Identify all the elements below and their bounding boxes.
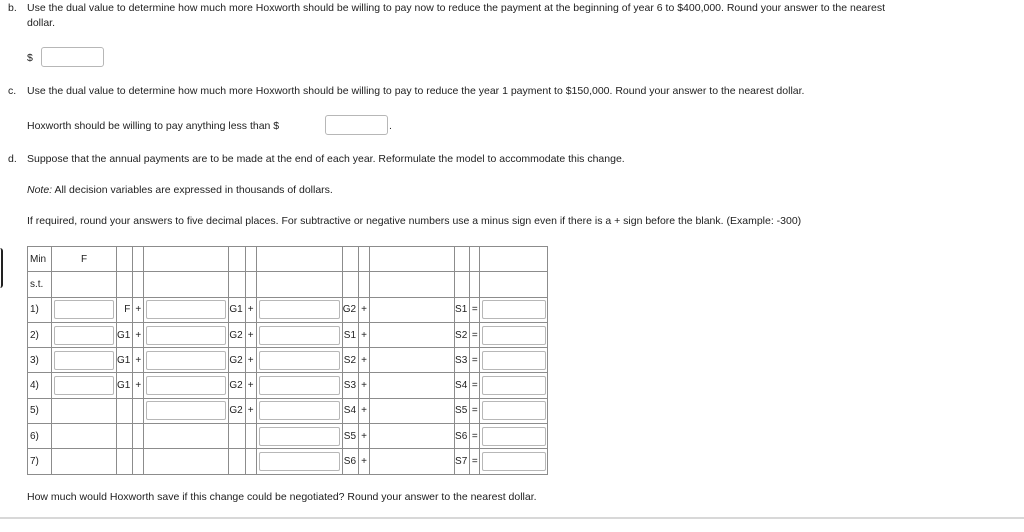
coef-3-input[interactable]	[259, 376, 340, 395]
part-b-question: Use the dual value to determine how much more Hoxworth should be willing to pay now to reduce the payment at the beginning of year 6 to $400,000. Round your answer to the nearest	[27, 2, 886, 14]
part-c-letter: c.	[8, 85, 17, 97]
rhs-input[interactable]	[482, 401, 546, 420]
coef-3-input[interactable]	[259, 326, 340, 345]
plus-1: +	[133, 373, 144, 398]
var-3: S4	[342, 398, 358, 423]
var-2: G1	[229, 297, 245, 322]
constraint-row	[28, 398, 548, 423]
rhs-input[interactable]	[482, 300, 546, 319]
coef-3-input[interactable]	[259, 300, 340, 319]
coef-2-input[interactable]	[146, 376, 226, 395]
var-1	[117, 449, 133, 474]
equals-sign: =	[470, 398, 480, 423]
rhs-cell[interactable]	[480, 424, 548, 449]
var-3: S1	[342, 322, 358, 347]
coef-1-input[interactable]	[54, 300, 115, 319]
var-3: S5	[342, 424, 358, 449]
coef-3-cell[interactable]	[256, 348, 342, 373]
var-1: F	[117, 297, 133, 322]
var-4: S6	[455, 424, 470, 449]
plus-3: +	[359, 322, 370, 347]
plus-1	[133, 449, 144, 474]
coef-2-input[interactable]	[146, 351, 226, 370]
coef-3-cell[interactable]	[256, 424, 342, 449]
rhs-input[interactable]	[482, 326, 546, 345]
min-label: Min	[28, 247, 52, 272]
constraint-label: 6)	[28, 424, 52, 449]
rhs-cell[interactable]	[480, 348, 548, 373]
equals-sign: =	[470, 373, 480, 398]
plus-2: +	[245, 398, 256, 423]
plus-3: +	[359, 398, 370, 423]
coef-3-input[interactable]	[259, 401, 340, 420]
var-1	[117, 398, 133, 423]
coef-2-cell[interactable]	[144, 348, 229, 373]
note-label: Note:	[27, 184, 53, 196]
coef-2-cell[interactable]	[144, 322, 229, 347]
plus-1: +	[133, 297, 144, 322]
bottom-divider	[0, 517, 1024, 519]
coef-1-cell	[52, 449, 117, 474]
plus-2: +	[245, 297, 256, 322]
coef-3-cell[interactable]	[256, 297, 342, 322]
plus-3: +	[359, 449, 370, 474]
coef-2-cell[interactable]	[144, 398, 229, 423]
var-2	[229, 424, 245, 449]
var-1: G1	[117, 373, 133, 398]
var-4: S1	[455, 297, 470, 322]
st-label: s.t.	[28, 272, 52, 297]
plus-3: +	[359, 297, 370, 322]
coef-2-input[interactable]	[146, 300, 226, 319]
coef-1-cell	[52, 398, 117, 423]
plus-3: +	[359, 373, 370, 398]
coef-4-cell	[370, 449, 455, 474]
plus-1: +	[133, 348, 144, 373]
coef-3-cell[interactable]	[256, 398, 342, 423]
objective-row	[28, 247, 548, 272]
part-b-letter: b.	[8, 2, 17, 14]
rhs-input[interactable]	[482, 351, 546, 370]
plus-1	[133, 424, 144, 449]
note-text: All decision variables are expressed in thousands of dollars.	[52, 184, 333, 196]
coef-4-cell	[370, 424, 455, 449]
var-2: G2	[229, 398, 245, 423]
objective-var: F	[52, 247, 117, 272]
plus-2: +	[245, 322, 256, 347]
plus-1	[133, 398, 144, 423]
equals-sign: =	[470, 449, 480, 474]
coef-4-cell	[370, 398, 455, 423]
part-c-question: Use the dual value to determine how much more Hoxworth should be willing to pay to reduce the year 1 payment to $150,000. Round your answer to the nearest dollar.	[27, 85, 805, 97]
part-c-answer-prefix: Hoxworth should be willing to pay anything less than $	[27, 120, 280, 132]
coef-4-cell	[370, 348, 455, 373]
equals-sign: =	[470, 348, 480, 373]
coef-1-input[interactable]	[54, 326, 115, 345]
var-3: S2	[342, 348, 358, 373]
coef-1-cell[interactable]	[52, 348, 117, 373]
var-3: S6	[342, 449, 358, 474]
currency-symbol: $	[27, 52, 33, 64]
plus-2	[245, 424, 256, 449]
coef-4-cell	[370, 322, 455, 347]
coef-2-cell	[144, 424, 229, 449]
coef-1-cell	[52, 424, 117, 449]
plus-2: +	[245, 373, 256, 398]
constraint-row	[28, 424, 548, 449]
coef-1-cell[interactable]	[52, 373, 117, 398]
coef-3-cell[interactable]	[256, 322, 342, 347]
rhs-input[interactable]	[482, 376, 546, 395]
constraint-label: 2)	[28, 322, 52, 347]
constraint-label: 4)	[28, 373, 52, 398]
coef-4-cell	[370, 373, 455, 398]
equals-sign: =	[470, 322, 480, 347]
plus-1: +	[133, 322, 144, 347]
constraint-row	[28, 373, 548, 398]
var-1: G1	[117, 348, 133, 373]
var-1	[117, 424, 133, 449]
coef-2-cell[interactable]	[144, 373, 229, 398]
plus-3: +	[359, 424, 370, 449]
var-1: G1	[117, 322, 133, 347]
part-d-letter: d.	[8, 153, 17, 165]
part-d-question: Suppose that the annual payments are to be made at the end of each year. Reformulate the model to accommodate this change.	[27, 153, 625, 165]
var-4: S2	[455, 322, 470, 347]
var-2	[229, 449, 245, 474]
constraint-label: 5)	[28, 398, 52, 423]
equals-sign: =	[470, 424, 480, 449]
coef-2-input[interactable]	[146, 401, 226, 420]
constraint-row	[28, 297, 548, 322]
var-2: G2	[229, 373, 245, 398]
coef-3-input[interactable]	[259, 351, 340, 370]
var-2: G2	[229, 348, 245, 373]
part-d-instructions: If required, round your answers to five decimal places. For subtractive or negative numbers use a minus sign even if there is a + sign before the blank. (Example: -300)	[27, 215, 802, 227]
var-4: S4	[455, 373, 470, 398]
coef-3-cell[interactable]	[256, 373, 342, 398]
st-row	[28, 272, 548, 297]
constraint-row	[28, 348, 548, 373]
part-c-answer-suffix: .	[389, 120, 392, 132]
part-c-answer-input[interactable]	[325, 115, 388, 135]
left-edge-marker	[0, 248, 3, 288]
rhs-cell[interactable]	[480, 449, 548, 474]
coef-1-cell[interactable]	[52, 297, 117, 322]
rhs-cell[interactable]	[480, 398, 548, 423]
var-4: S3	[455, 348, 470, 373]
constraint-row	[28, 322, 548, 347]
coef-3-cell[interactable]	[256, 449, 342, 474]
rhs-cell[interactable]	[480, 373, 548, 398]
coef-2-cell	[144, 449, 229, 474]
coef-1-cell[interactable]	[52, 322, 117, 347]
constraint-row	[28, 449, 548, 474]
coef-1-input[interactable]	[54, 351, 115, 370]
equals-sign: =	[470, 297, 480, 322]
constraint-label: 7)	[28, 449, 52, 474]
coef-2-cell[interactable]	[144, 297, 229, 322]
var-3: G2	[342, 297, 358, 322]
var-3: S3	[342, 373, 358, 398]
rhs-cell[interactable]	[480, 297, 548, 322]
part-b-answer-input[interactable]	[41, 47, 104, 67]
savings-question: How much would Hoxworth save if this change could be negotiated? Round your answer to the nearest dollar.	[27, 491, 537, 503]
coef-3-input[interactable]	[259, 452, 340, 471]
var-2: G2	[229, 322, 245, 347]
constraint-label: 1)	[28, 297, 52, 322]
coef-1-input[interactable]	[54, 376, 115, 395]
var-4: S7	[455, 449, 470, 474]
part-b-question-cont: dollar.	[27, 17, 56, 29]
plus-2: +	[245, 348, 256, 373]
part-d-note	[27, 184, 333, 196]
rhs-input[interactable]	[482, 427, 546, 446]
coef-2-input[interactable]	[146, 326, 226, 345]
var-4: S5	[455, 398, 470, 423]
lp-model-table	[27, 246, 548, 475]
plus-3: +	[359, 348, 370, 373]
coef-3-input[interactable]	[259, 427, 340, 446]
rhs-input[interactable]	[482, 452, 546, 471]
coef-4-cell	[370, 297, 455, 322]
plus-2	[245, 449, 256, 474]
rhs-cell[interactable]	[480, 322, 548, 347]
constraint-label: 3)	[28, 348, 52, 373]
